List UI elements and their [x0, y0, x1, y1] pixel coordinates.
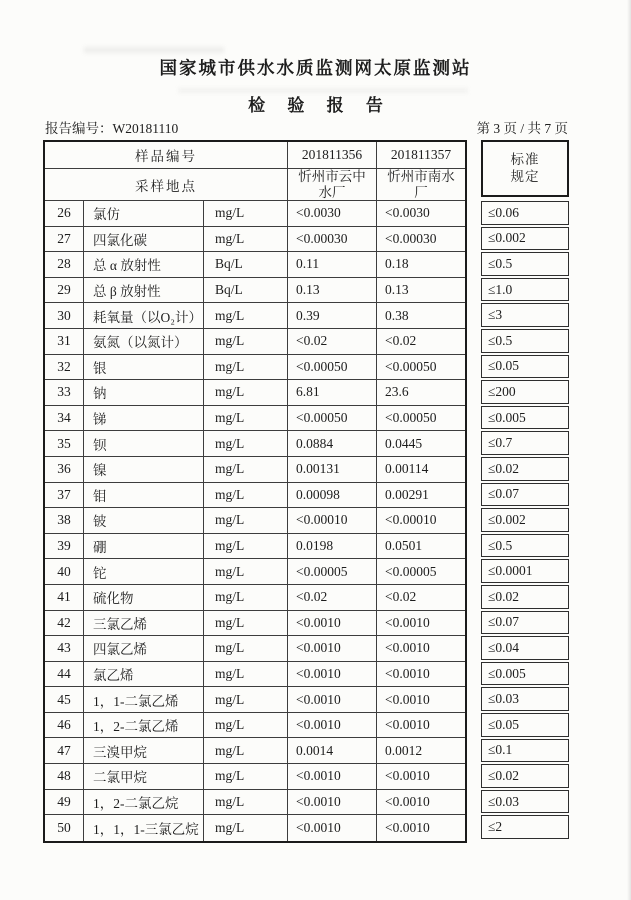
parameter-name-cell: 1，2-二氯乙烯	[84, 713, 204, 738]
table-row	[45, 585, 465, 611]
standard-header-line2: 规定	[510, 168, 540, 184]
table-row	[45, 738, 465, 764]
page-edge-shadow	[627, 0, 631, 900]
row-index-cell: 49	[45, 790, 84, 815]
row-index-cell: 50	[45, 815, 84, 841]
unit-cell: mg/L	[204, 227, 288, 252]
table-row	[45, 483, 465, 509]
sample1-value-cell: <0.00030	[288, 227, 377, 252]
standard-header-cell	[481, 140, 569, 197]
standard-limit-cell: ≤0.03	[481, 687, 569, 711]
parameter-name-cell: 铊	[84, 559, 204, 584]
parameter-name-cell: 镍	[84, 457, 204, 482]
sample2-value-cell: 0.18	[385, 256, 409, 272]
report-number-label: 报告编号：	[45, 121, 113, 136]
sample2-value-cell: <0.0030	[385, 205, 430, 221]
row-index-cell: 41	[45, 585, 84, 610]
sample1-value-cell: <0.00050	[288, 406, 377, 431]
sample1-value-cell: <0.0010	[288, 611, 377, 636]
row-index-cell: 30	[45, 303, 84, 328]
row-index-cell: 27	[45, 227, 84, 252]
row-index-cell: 40	[45, 559, 84, 584]
sample1-no-cell: 201811356	[288, 142, 377, 168]
main-table-body	[45, 201, 465, 841]
sample1-value-cell: <0.0010	[288, 790, 377, 815]
table-row	[45, 662, 465, 688]
sample1-value-cell: 0.11	[288, 252, 377, 277]
sample1-value-cell: <0.0030	[288, 201, 377, 226]
sample2-value-cell: <0.00030	[385, 230, 437, 246]
parameter-name-cell: 氯乙烯	[84, 662, 204, 687]
unit-cell: mg/L	[204, 406, 288, 431]
standard-limit-cell: ≤0.002	[481, 227, 569, 251]
sample2-value-cell: <0.0010	[385, 793, 430, 809]
row-index-cell: 46	[45, 713, 84, 738]
unit-cell: mg/L	[204, 790, 288, 815]
parameter-name-cell: 银	[84, 355, 204, 380]
unit-cell: mg/L	[204, 611, 288, 636]
sample1-value-cell: <0.00050	[288, 355, 377, 380]
page-title: 国家城市供水水质监测网太原监测站	[159, 58, 472, 78]
sample1-value-cell: 0.0198	[288, 534, 377, 559]
row-index-cell: 44	[45, 662, 84, 687]
sample2-value-cell: <0.00050	[385, 410, 437, 426]
standard-limit-cell: ≤0.005	[481, 662, 569, 686]
standard-limit-cell: ≤200	[481, 380, 569, 404]
row-index-cell: 39	[45, 534, 84, 559]
unit-cell: Bq/L	[204, 252, 288, 277]
parameter-name-cell: 总 α 放射性	[84, 252, 204, 277]
table-row	[45, 252, 465, 278]
standard-limit-cell: ≤0.02	[481, 457, 569, 481]
sample2-value-cell: <0.0010	[385, 768, 430, 784]
row-index-cell: 45	[45, 687, 84, 712]
row-index-cell: 35	[45, 431, 84, 456]
table-row	[45, 278, 465, 304]
standard-limit-cell: ≤0.02	[481, 585, 569, 609]
standard-limit-cell: ≤0.07	[481, 483, 569, 507]
parameter-name-cell: 三溴甲烷	[84, 738, 204, 763]
table-row	[45, 790, 465, 816]
standard-limit-cell: ≤0.05	[481, 713, 569, 737]
table-row	[45, 534, 465, 560]
sample1-value-cell: 0.13	[288, 278, 377, 303]
parameter-name-cell: 总 β 放射性	[84, 278, 204, 303]
table-row	[45, 227, 465, 253]
parameter-name-cell: 四氯乙烯	[84, 636, 204, 661]
sample1-value-cell: <0.0010	[288, 815, 377, 841]
row-index-cell: 29	[45, 278, 84, 303]
sample2-value-cell: 0.00291	[385, 486, 429, 502]
sample1-value-cell: <0.00010	[288, 508, 377, 533]
unit-cell: mg/L	[204, 483, 288, 508]
report-number	[45, 117, 178, 137]
sample2-value-cell: <0.02	[385, 333, 417, 349]
sample2-value-cell: 0.00114	[385, 461, 429, 477]
parameter-name-cell: 三氯乙烯	[84, 611, 204, 636]
row-index-cell: 37	[45, 483, 84, 508]
standard-limit-cell: ≤0.5	[481, 329, 569, 353]
table-row	[45, 611, 465, 637]
sample1-value-cell: <0.0010	[288, 662, 377, 687]
unit-cell: mg/L	[204, 764, 288, 789]
parameter-name-cell: 钼	[84, 483, 204, 508]
standard-limit-cell: ≤1.0	[481, 278, 569, 302]
parameter-name-cell: 1，2-二氯乙烷	[84, 790, 204, 815]
table-row	[45, 764, 465, 790]
sample1-value-cell: <0.0010	[288, 687, 377, 712]
standard-column	[481, 140, 569, 843]
row-index-cell: 43	[45, 636, 84, 661]
report-subtitle: 检 验 报 告	[248, 96, 392, 115]
standard-limit-cell: ≤0.02	[481, 764, 569, 788]
page-indicator: 第 3 页 / 共 7 页	[476, 121, 568, 136]
table-row	[45, 636, 465, 662]
parameter-name-cell: 钡	[84, 431, 204, 456]
standard-limit-cell: ≤0.06	[481, 201, 569, 225]
unit-cell: mg/L	[204, 636, 288, 661]
row-index-cell: 33	[45, 380, 84, 405]
sample2-value-cell: <0.00050	[385, 358, 437, 374]
sample2-value-cell: 0.13	[385, 282, 409, 298]
row-index-cell: 32	[45, 355, 84, 380]
sample1-value-cell: 0.00098	[288, 483, 377, 508]
row-index-cell: 34	[45, 406, 84, 431]
sample1-value-cell: <0.0010	[288, 636, 377, 661]
sample1-value-cell: 0.00131	[288, 457, 377, 482]
standard-limit-cell: ≤0.7	[481, 431, 569, 455]
sample1-value-cell: <0.00005	[288, 559, 377, 584]
standard-limit-cell: ≤0.5	[481, 252, 569, 276]
sample1-value-cell: 0.0884	[288, 431, 377, 456]
unit-cell: mg/L	[204, 687, 288, 712]
sample1-value-cell: <0.0010	[288, 764, 377, 789]
sample2-location-cell: 忻州市南水厂	[387, 169, 455, 200]
sample2-value-cell: <0.0010	[385, 614, 430, 630]
parameter-name-cell: 耗氧量（以O₂计）	[84, 303, 204, 328]
parameter-name-cell: 二氯甲烷	[84, 764, 204, 789]
sample2-value-cell: <0.0010	[385, 665, 430, 681]
sample1-value-cell: 0.39	[288, 303, 377, 328]
sample2-value-cell: <0.0010	[385, 691, 430, 707]
sample1-value-cell: 0.0014	[288, 738, 377, 763]
standard-limit-cell: ≤0.002	[481, 508, 569, 532]
sample2-value-cell: <0.02	[385, 589, 417, 605]
sample2-value-cell: 0.0012	[385, 742, 423, 758]
table-row	[45, 457, 465, 483]
unit-cell: mg/L	[204, 431, 288, 456]
row-index-cell: 42	[45, 611, 84, 636]
sample-location-label-cell: 采样地点	[45, 169, 288, 200]
standard-limit-cell: ≤0.07	[481, 611, 569, 635]
parameter-name-cell: 1，1，1-三氯乙烷	[84, 815, 204, 841]
sample1-value-cell: <0.02	[288, 329, 377, 354]
parameter-name-cell: 氨氮（以氮计）	[84, 329, 204, 354]
unit-cell: mg/L	[204, 559, 288, 584]
sample1-value-cell: <0.02	[288, 585, 377, 610]
standard-limit-cell: ≤0.0001	[481, 559, 569, 583]
row-index-cell: 36	[45, 457, 84, 482]
table-row	[45, 201, 465, 227]
table-row	[45, 559, 465, 585]
table-row	[45, 815, 465, 841]
parameter-name-cell: 氯仿	[84, 201, 204, 226]
unit-cell: mg/L	[204, 329, 288, 354]
parameter-name-cell: 铍	[84, 508, 204, 533]
unit-cell: mg/L	[204, 534, 288, 559]
sample2-value-cell: 0.0445	[385, 435, 423, 451]
unit-cell: mg/L	[204, 662, 288, 687]
table-row	[45, 303, 465, 329]
standard-limit-cell: ≤0.05	[481, 355, 569, 379]
row-index-cell: 47	[45, 738, 84, 763]
standard-limit-cell: ≤0.005	[481, 406, 569, 430]
sample2-value-cell: <0.00010	[385, 512, 437, 528]
report-meta-row	[45, 117, 568, 137]
row-index-cell: 28	[45, 252, 84, 277]
parameter-name-cell: 硫化物	[84, 585, 204, 610]
standard-limit-cell: ≤0.1	[481, 739, 569, 763]
table-row	[45, 355, 465, 381]
sample1-value-cell: 6.81	[288, 380, 377, 405]
table-header-location-row	[45, 169, 465, 201]
table-row	[45, 406, 465, 432]
unit-cell: mg/L	[204, 738, 288, 763]
row-index-cell: 38	[45, 508, 84, 533]
row-index-cell: 48	[45, 764, 84, 789]
table-row	[45, 508, 465, 534]
unit-cell: mg/L	[204, 457, 288, 482]
scan-bleedthrough-smudge	[84, 47, 224, 53]
sample2-value-cell: <0.00005	[385, 563, 437, 579]
unit-cell: mg/L	[204, 303, 288, 328]
unit-cell: mg/L	[204, 815, 288, 841]
table-row	[45, 687, 465, 713]
standard-limit-cell: ≤3	[481, 303, 569, 327]
parameters-table	[43, 140, 467, 843]
unit-cell: mg/L	[204, 585, 288, 610]
sample2-value-cell: <0.0010	[385, 717, 430, 733]
row-index-cell: 31	[45, 329, 84, 354]
parameter-name-cell: 锑	[84, 406, 204, 431]
sample2-value-cell: 0.0501	[385, 538, 423, 554]
sample1-value-cell: <0.0010	[288, 713, 377, 738]
sample-no-label-cell: 样品编号	[45, 142, 288, 168]
table-header-sample-no-row	[45, 142, 465, 169]
standard-limit-cell: ≤0.04	[481, 636, 569, 660]
unit-cell: mg/L	[204, 201, 288, 226]
unit-cell: Bq/L	[204, 278, 288, 303]
parameter-name-cell: 硼	[84, 534, 204, 559]
sample2-value-cell: 23.6	[385, 384, 409, 400]
standard-limit-cell: ≤0.03	[481, 790, 569, 814]
standard-header-line1: 标准	[510, 151, 540, 167]
row-index-cell: 26	[45, 201, 84, 226]
table-row	[45, 380, 465, 406]
standard-limit-cell: ≤0.5	[481, 534, 569, 558]
table-row	[45, 431, 465, 457]
sample2-no-cell: 201811357	[390, 147, 452, 162]
report-number-value: W20181110	[112, 121, 179, 136]
unit-cell: mg/L	[204, 380, 288, 405]
sample1-location-cell: 忻州市云中水厂	[288, 169, 377, 200]
unit-cell: mg/L	[204, 508, 288, 533]
table-row	[45, 713, 465, 739]
standard-limit-cell: ≤2	[481, 815, 569, 839]
unit-cell: mg/L	[204, 355, 288, 380]
unit-cell: mg/L	[204, 713, 288, 738]
sample2-value-cell: 0.38	[385, 307, 409, 323]
sample2-value-cell: <0.0010	[385, 820, 430, 836]
parameter-name-cell: 1，1-二氯乙烯	[84, 687, 204, 712]
parameter-name-cell: 钠	[84, 380, 204, 405]
sample2-value-cell: <0.0010	[385, 640, 430, 656]
parameter-name-cell: 四氯化碳	[84, 227, 204, 252]
table-row	[45, 329, 465, 355]
